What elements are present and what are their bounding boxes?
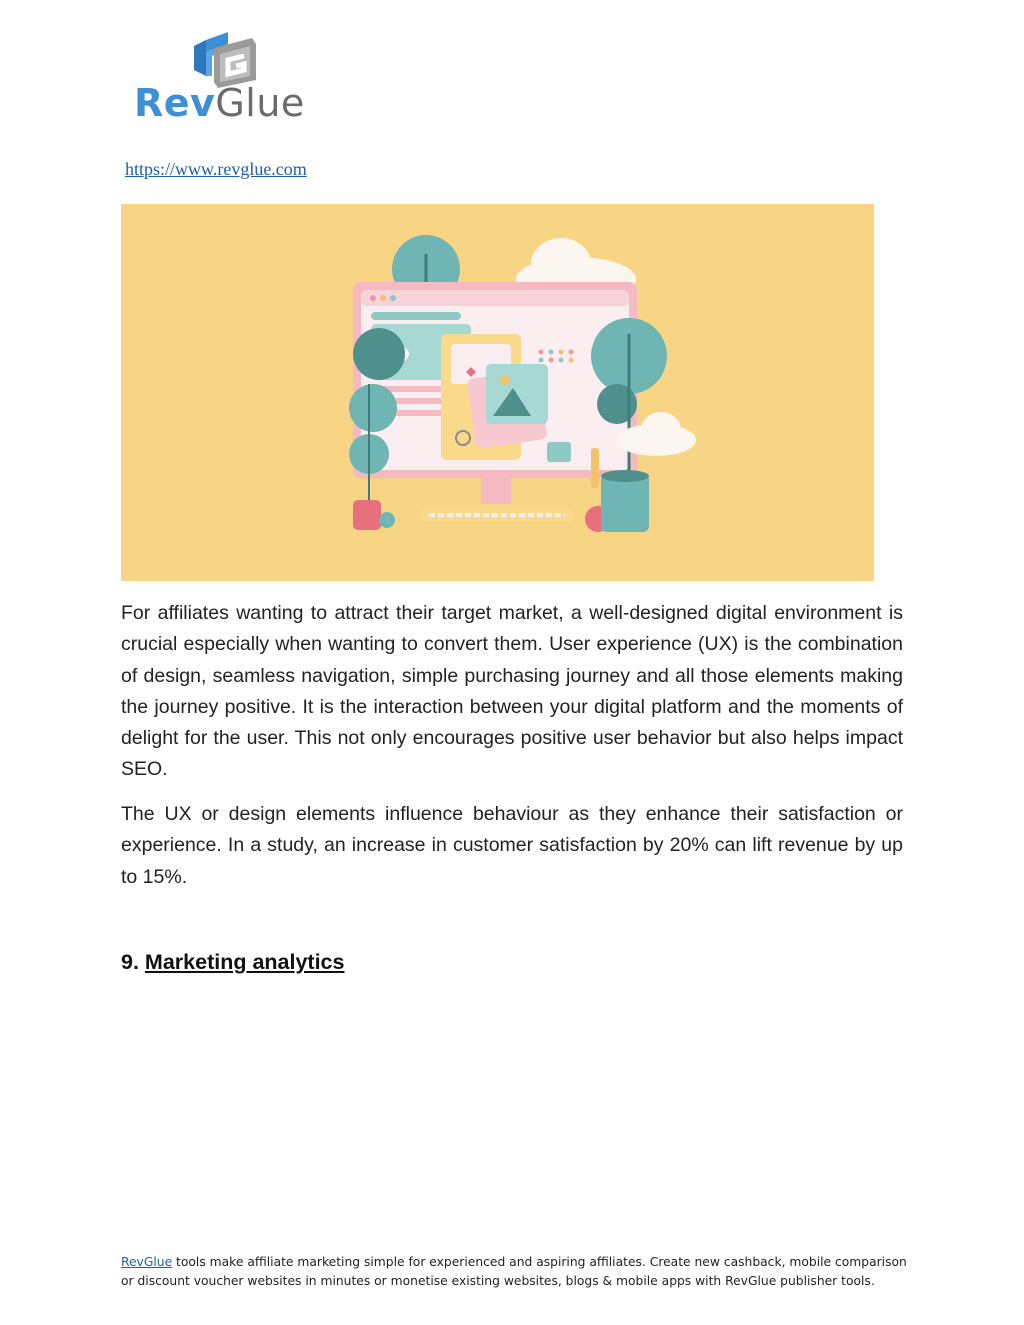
section-number: 9. bbox=[121, 950, 139, 974]
footer-revglue-link[interactable]: RevGlue bbox=[121, 1255, 173, 1269]
section-title: Marketing analytics bbox=[144, 950, 345, 974]
website-link[interactable]: https://www.revglue.com bbox=[125, 159, 307, 179]
footer-text: tools make affiliate marketing simple for experienced and aspiring affiliates. Create new cashback, mobile comparison or discount voucher websites in minutes or monetise existing websites, blogs & mobile apps with RevGlue publisher tools. bbox=[121, 1255, 907, 1288]
footer-note bbox=[121, 1253, 911, 1291]
paragraph-ux-study: The UX or design elements influence behaviour as they enhance their satisfaction or experience. In a study, an increase in customer satisfaction by 20% can lift revenue by up to 15%. bbox=[121, 803, 903, 888]
brand-name-rev: Rev bbox=[134, 81, 216, 125]
brand-wordmark bbox=[134, 81, 305, 125]
paragraph-ux-intro: For affiliates wanting to attract their target market, a well-designed digital environment is crucial especially when wanting to convert them. User experience (UX) is the combination of design, seamless navigation, simple purchasing journey and all those elements making the journey positive. It is the interaction between your digital platform and the moments of delight for the user. This not only encourages positive user behavior but also helps impact SEO. bbox=[121, 602, 903, 781]
section-heading bbox=[121, 950, 344, 975]
ux-design-illustration-icon bbox=[121, 204, 874, 581]
brand-name-glue: Glue bbox=[215, 81, 305, 125]
